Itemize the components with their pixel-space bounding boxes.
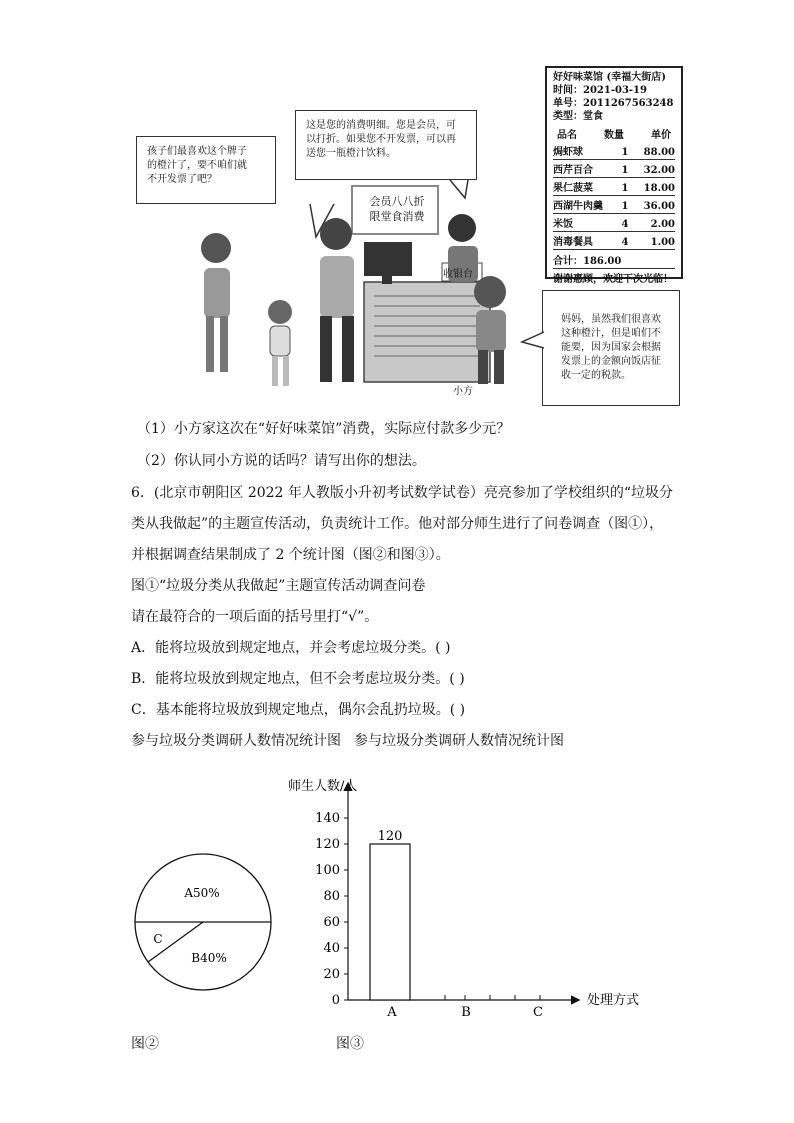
bar-data-label: 120	[377, 829, 403, 844]
receipt-item-row	[553, 214, 675, 232]
pie-label-a: A50%	[184, 886, 220, 900]
x-category-label: B	[461, 1005, 471, 1020]
instruction-text: 请在最符合的一项后面的括号里打“√”。	[131, 609, 379, 625]
bar-a	[370, 844, 410, 1000]
problem-6-line3: 并根据调查结果制成了 2 个统计图（图②和图③）。	[131, 547, 450, 563]
figure-1-title: 图①“垃圾分类从我做起”主题宣传活动调查问卷	[131, 578, 426, 594]
bar-chart	[288, 760, 680, 1025]
pie-label-b: B40%	[191, 951, 227, 965]
receipt-item-row	[553, 196, 675, 214]
question-1: （1）小方家这次在“好好味菜馆”消费，实际应付款多少元？	[137, 421, 511, 437]
receipt-item-qty: 1	[621, 183, 629, 194]
receipt	[545, 66, 683, 285]
receipt-item-qty: 1	[621, 147, 629, 158]
y-tick-label: 100	[315, 863, 340, 878]
receipt-item-name: 西湖牛肉羹	[553, 201, 603, 212]
x-category-label: A	[387, 1005, 397, 1020]
kid-name-label: 小方	[453, 386, 473, 397]
receipt-order-no: 单号：2011267563248	[553, 98, 674, 109]
mom-speech-bubble: 孩子们最喜欢这个牌子 的橙汁了，要不咱们就 不开发票了吧？	[136, 136, 276, 204]
receipt-item-name: 果仁菠菜	[553, 183, 593, 194]
y-axis-label: 师生人数/人	[288, 779, 358, 794]
promo-sign	[356, 194, 438, 224]
problem-6-line1: 6．(北京市朝阳区 2022 年人教版小升初考试数学试卷）亮亮参加了学校组织的“垃圾分	[131, 485, 674, 501]
x-axis-label: 处理方式	[587, 993, 640, 1008]
receipt-col-name: 品名	[557, 130, 577, 141]
kid-speech-bubble: 妈妈，虽然我们很喜欢 这种橙汁，但是咱们不 能要，因为国家会根据 发票上的金额向饭店征 收一定的税款。	[542, 290, 680, 406]
pie-chart-title: 参与垃圾分类调研人数情况统计图	[131, 733, 341, 749]
receipt-item-row	[553, 178, 675, 196]
receipt-item-qty: 1	[621, 165, 629, 176]
figure-3-label: 图③	[336, 1036, 364, 1052]
receipt-item-qty: 1	[621, 201, 629, 212]
receipt-type: 类型：堂食	[553, 111, 603, 122]
receipt-col-price: 单价	[651, 130, 671, 141]
bar-chart-title: 参与垃圾分类调研人数情况统计图	[354, 733, 564, 749]
receipt-item-name: 西芹百合	[553, 165, 593, 176]
receipt-item-price: 88.00	[643, 147, 675, 158]
receipt-item-price: 1.00	[650, 237, 675, 248]
promo-sign-line2: 限堂食消费	[369, 210, 425, 223]
question-2: （2）你认同小方说的话吗？请写出你的想法。	[137, 453, 426, 469]
receipt-time: 时间：2021-03-19	[553, 85, 647, 96]
receipt-item-price: 32.00	[643, 165, 675, 176]
y-tick-label: 0	[331, 993, 340, 1008]
receipt-item-price: 36.00	[643, 201, 675, 212]
receipt-item-price: 18.00	[643, 183, 675, 194]
receipt-thanks: 谢谢惠顾，欢迎下次光临！	[553, 274, 673, 285]
option-a: A．能将垃圾放到规定地点，并会考虑垃圾分类。( )	[131, 640, 451, 656]
receipt-item-row	[553, 160, 675, 178]
problem-6-line2: 类从我做起”的主题宣传活动，负责统计工作。他对部分师生进行了问卷调查（图①），	[131, 516, 664, 532]
pie-label-c: C	[153, 932, 163, 946]
option-b: B．能将垃圾放到规定地点，但不会考虑垃圾分类。( )	[131, 671, 465, 687]
y-tick-label: 20	[323, 967, 340, 982]
receipt-item-name: 米饭	[553, 219, 573, 230]
receipt-title: 好好味菜馆 (幸福大街店)	[553, 72, 666, 83]
clerk-speech-bubble: 这是您的消费明细。您是会员，可 以打折。如果您不开发票，可以再 送您一瓶橙汁饮料。	[295, 110, 477, 180]
promo-sign-line1: 会员八八折	[369, 195, 425, 208]
receipt-item-row	[553, 232, 675, 250]
receipt-total: 合计：186.00	[553, 250, 675, 269]
y-tick-label: 120	[315, 837, 340, 852]
figure-2-label: 图②	[131, 1036, 159, 1052]
cashier-label: 收银台	[443, 269, 473, 280]
option-c: C．基本能将垃圾放到规定地点，偶尔会乱扔垃圾。( )	[131, 702, 466, 718]
receipt-item-name: 焗虾球	[553, 147, 583, 158]
y-tick-label: 140	[315, 811, 340, 826]
receipt-item-qty: 4	[621, 237, 629, 248]
y-tick-label: 60	[323, 915, 340, 930]
receipt-item-price: 2.00	[650, 219, 675, 230]
y-tick-label: 80	[323, 889, 340, 904]
x-category-label: C	[533, 1005, 543, 1020]
receipt-col-qty: 数量	[604, 130, 624, 141]
receipt-item-name: 消毒餐具	[553, 237, 593, 248]
receipt-header-row	[553, 129, 675, 142]
pie-chart	[120, 840, 290, 1000]
y-tick-label: 40	[323, 941, 340, 956]
receipt-item-qty: 4	[621, 219, 629, 230]
receipt-item-row	[553, 142, 675, 160]
kid-bubble-tail	[520, 330, 546, 350]
